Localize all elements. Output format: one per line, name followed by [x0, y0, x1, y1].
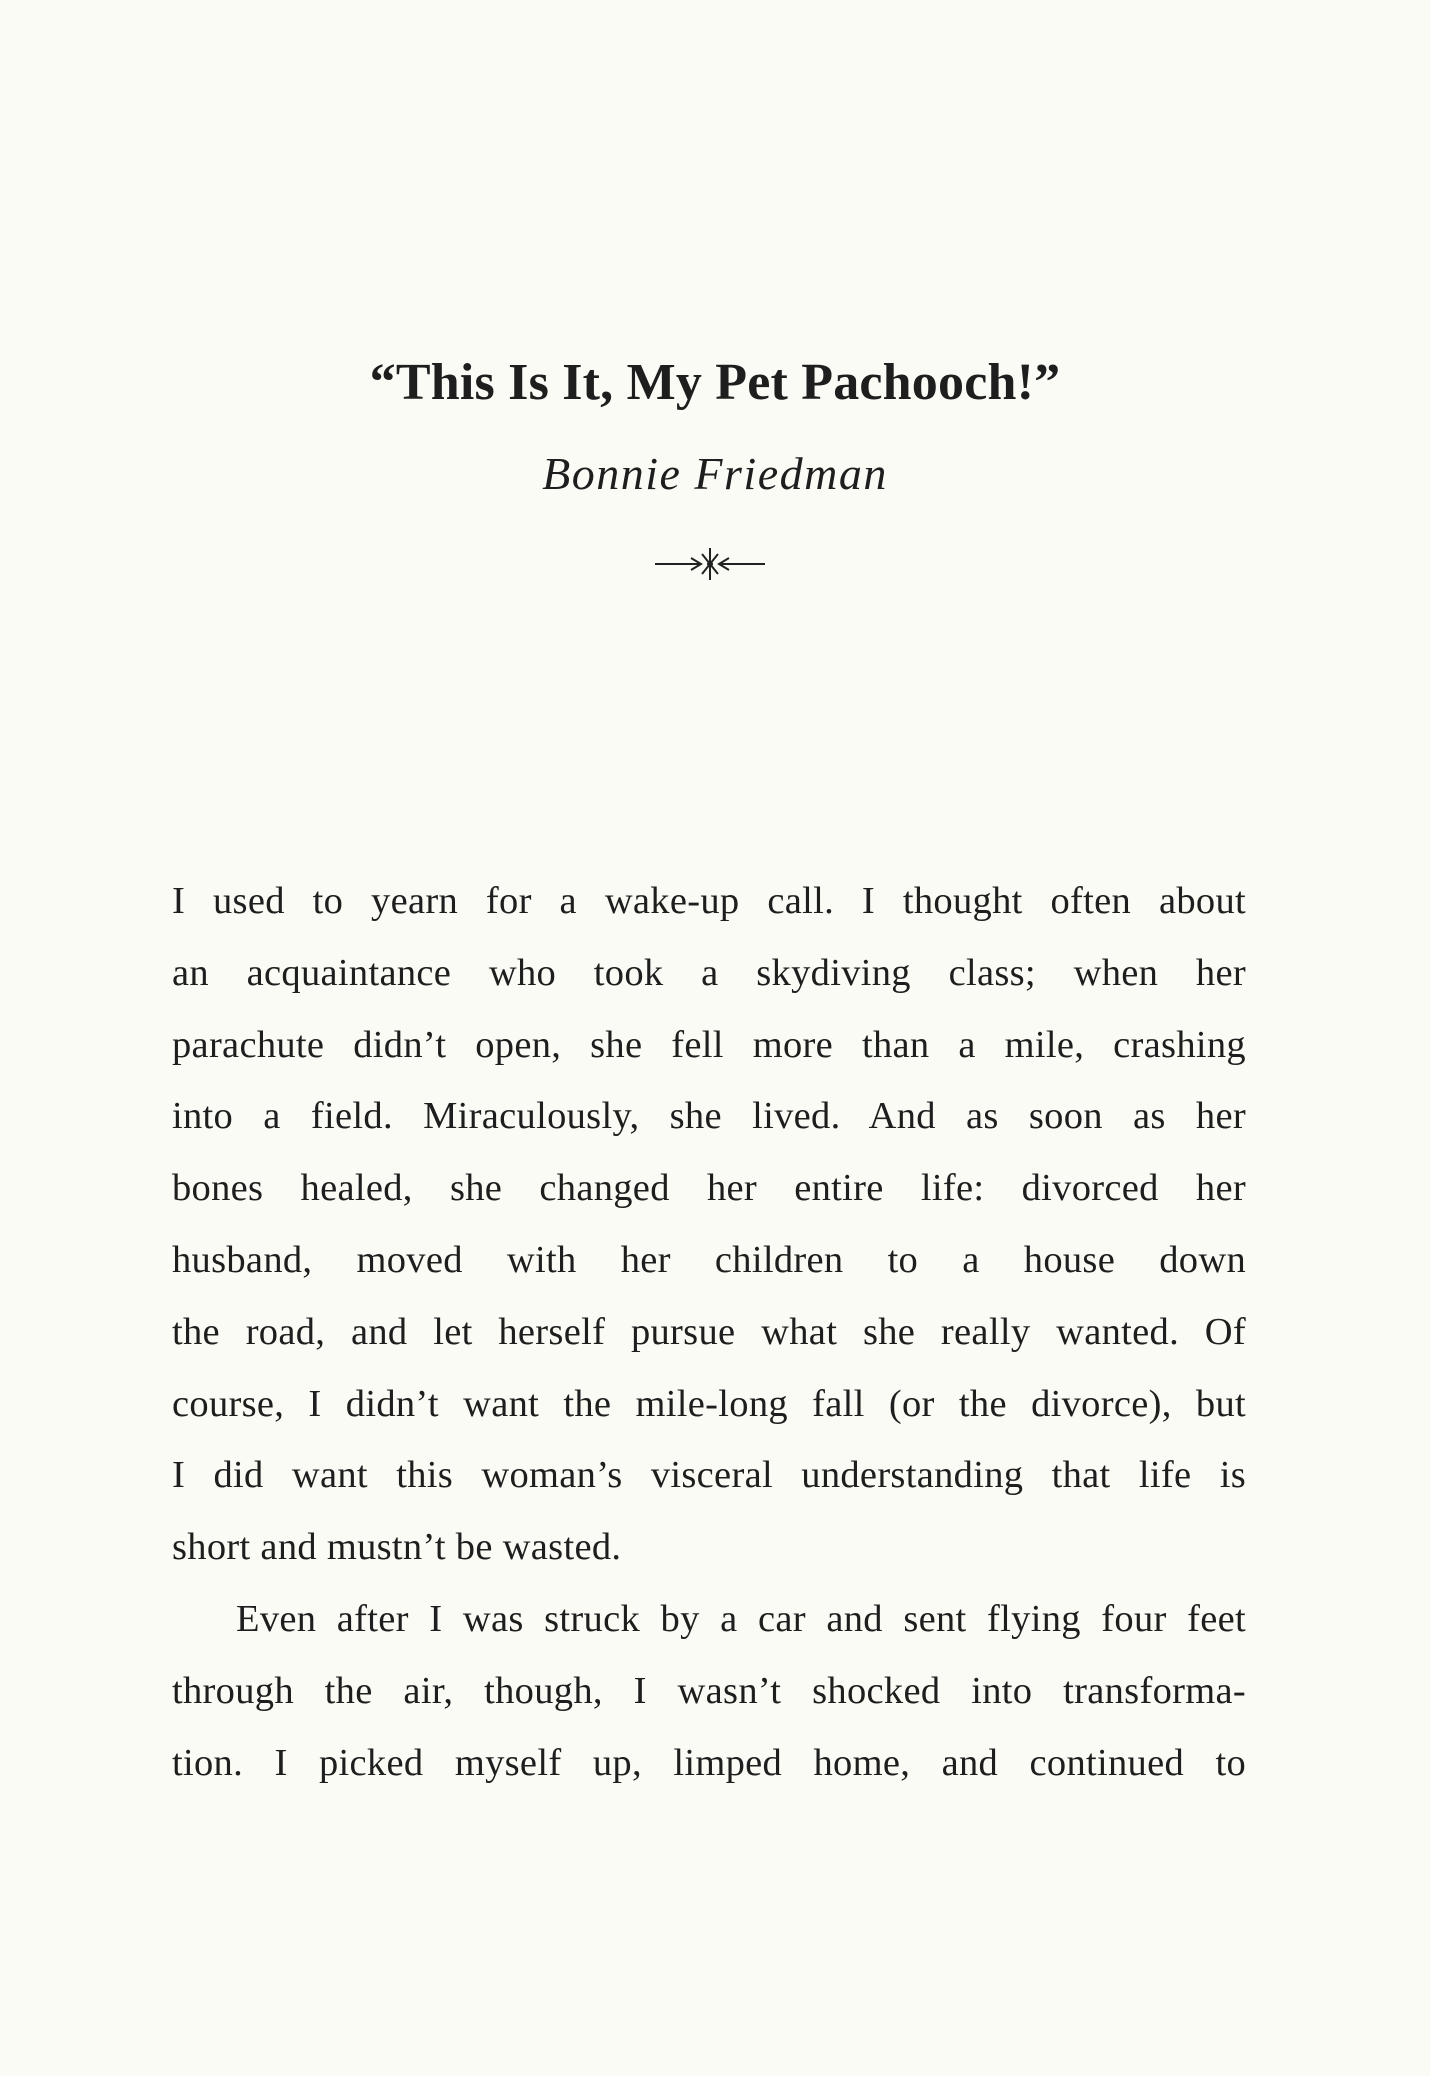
text-line: I used to yearn for a wake-up call. I thought often about: [172, 880, 1246, 922]
text-line: into a field. Miraculously, she lived. And as soon as her: [172, 1095, 1246, 1138]
text-line: husband, moved with her children to a house down: [172, 1238, 1246, 1281]
text-line: through the air, though, I wasn’t shocked into transforma-: [172, 1669, 1246, 1712]
text-line: Even after I was struck by a car and sent flying four feet: [236, 1597, 1246, 1640]
text-line: tion. I picked myself up, limped home, and continued to: [172, 1741, 1246, 1784]
essay-body: [172, 866, 1246, 1799]
text-line: short and mustn’t be wasted.: [172, 1526, 622, 1569]
text-line: course, I didn’t want the mile-long fall (or the divorce), but: [172, 1382, 1246, 1425]
text-line: an acquaintance who took a skydiving class; when her: [172, 951, 1246, 994]
essay-author: Bonnie Friedman: [542, 448, 888, 499]
text-line: I did want this woman’s visceral understanding that life is: [172, 1454, 1246, 1497]
text-line: the road, and let herself pursue what she really wanted. Of: [172, 1310, 1246, 1353]
essay-title: “This Is It, My Pet Pachooch!”: [369, 354, 1061, 411]
text-line: bones healed, she changed her entire life: divorced her: [172, 1167, 1246, 1210]
fleuron-ornament-icon: [655, 544, 765, 584]
text-line: parachute didn’t open, she fell more than a mile, crashing: [172, 1023, 1246, 1066]
